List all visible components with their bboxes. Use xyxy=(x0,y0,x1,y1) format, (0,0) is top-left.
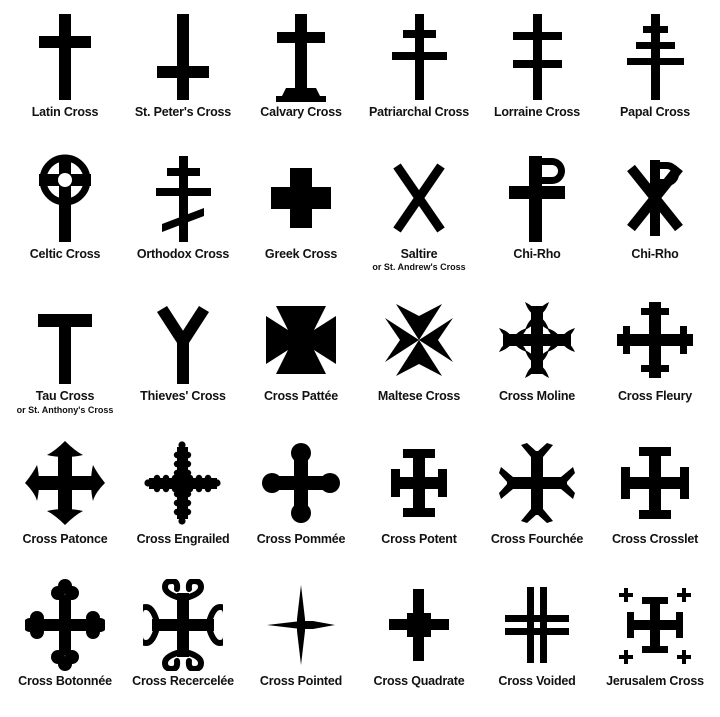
cross-cell xyxy=(6,4,124,146)
cross-label: Cross Voided xyxy=(498,673,576,688)
cross-cell xyxy=(6,573,124,715)
patriarchal-cross-icon xyxy=(364,10,474,102)
cross-label: Papal Cross xyxy=(619,105,691,119)
cross-label: Cross Potent xyxy=(381,531,457,546)
cross-pattee-icon xyxy=(246,294,356,386)
cross-cell xyxy=(360,573,478,715)
cross-cell xyxy=(242,4,360,146)
cross-label: Patriarchal Cross xyxy=(368,105,470,119)
cross-quadrate-icon xyxy=(364,579,474,671)
cross-cell xyxy=(478,573,596,715)
st-peters-cross-icon xyxy=(128,10,238,102)
cross-label: Orthodox Cross xyxy=(136,247,230,262)
cross-label: Calvary Cross xyxy=(260,105,342,119)
celtic-cross-icon xyxy=(10,152,120,244)
cross-cell xyxy=(6,431,124,573)
cross-sublabel: or St. Andrew's Cross xyxy=(372,262,466,273)
cross-cell xyxy=(478,431,596,573)
cross-label: Cross Moline xyxy=(498,389,576,404)
cross-recercelee-icon xyxy=(128,579,238,671)
cross-label: Cross Quadrate xyxy=(373,673,465,688)
cross-cell xyxy=(596,288,714,430)
cross-crosslet-icon xyxy=(600,437,710,529)
cross-cell xyxy=(596,146,714,288)
cross-engrailed-icon xyxy=(128,437,238,529)
cross-fourchee-icon xyxy=(482,437,592,529)
calvary-cross-icon xyxy=(246,10,356,102)
cross-label: Cross Pommée xyxy=(256,531,346,546)
tau-cross-icon xyxy=(10,294,120,386)
cross-label: Cross Crosslet xyxy=(611,531,699,546)
cross-label: Celtic Cross xyxy=(29,247,101,262)
cross-label: Cross Fourchée xyxy=(490,531,584,546)
cross-label: Cross Botonnée xyxy=(18,673,112,688)
cross-label: Greek Cross xyxy=(264,247,338,262)
cross-cell xyxy=(478,4,596,146)
papal-cross-icon xyxy=(600,10,710,102)
lorraine-cross-icon xyxy=(482,10,592,102)
cross-label: Saltire xyxy=(400,247,438,262)
cross-cell xyxy=(478,146,596,288)
cross-label: Jerusalem Cross xyxy=(606,673,704,688)
cross-label: Lorraine Cross xyxy=(493,105,581,119)
cross-label: Cross Recercelée xyxy=(132,673,234,688)
cross-label: Chi-Rho xyxy=(631,247,679,262)
cross-label: Cross Patonce xyxy=(22,531,108,546)
cross-label: Latin Cross xyxy=(31,105,99,119)
cross-label: Cross Pointed xyxy=(259,673,343,688)
cross-cell xyxy=(6,146,124,288)
cross-cell xyxy=(242,431,360,573)
cross-cell xyxy=(124,4,242,146)
latin-cross-icon xyxy=(10,10,120,102)
cross-patonce-icon xyxy=(10,437,120,529)
cross-sublabel: or St. Anthony's Cross xyxy=(16,404,114,415)
cross-cell xyxy=(124,288,242,430)
thieves-cross-icon xyxy=(128,294,238,386)
cross-cell xyxy=(124,573,242,715)
cross-pointed-icon xyxy=(246,579,356,671)
cross-label: Cross Pattée xyxy=(263,389,339,404)
cross-cell xyxy=(124,146,242,288)
cross-label: Thieves' Cross xyxy=(140,389,226,404)
chi-rho-monogram-icon xyxy=(600,152,710,244)
cross-cell xyxy=(242,146,360,288)
cross-cell xyxy=(596,4,714,146)
saltire-cross-icon xyxy=(364,152,474,244)
cross-label: Tau Cross xyxy=(35,389,95,404)
cross-pommee-icon xyxy=(246,437,356,529)
cross-fleury-icon xyxy=(600,294,710,386)
cross-potent-icon xyxy=(364,437,474,529)
cross-label: Cross Engrailed xyxy=(136,531,230,546)
cross-voided-icon xyxy=(482,579,592,671)
cross-moline-icon xyxy=(482,294,592,386)
cross-cell xyxy=(478,288,596,430)
chi-rho-cross-icon xyxy=(482,152,592,244)
cross-cell xyxy=(360,146,478,288)
cross-cell xyxy=(6,288,124,430)
cross-label: Cross Fleury xyxy=(617,389,693,404)
greek-cross-icon xyxy=(246,152,356,244)
cross-cell xyxy=(596,573,714,715)
cross-cell xyxy=(596,431,714,573)
cross-cell xyxy=(360,431,478,573)
cross-cell xyxy=(360,4,478,146)
jerusalem-cross-icon xyxy=(600,579,710,671)
cross-cell xyxy=(242,573,360,715)
maltese-cross-icon xyxy=(364,294,474,386)
cross-cell xyxy=(124,431,242,573)
cross-label: Maltese Cross xyxy=(377,389,461,404)
orthodox-cross-icon xyxy=(128,152,238,244)
cross-label: Chi-Rho xyxy=(513,247,561,262)
cross-cell xyxy=(242,288,360,430)
cross-botonnee-icon xyxy=(10,579,120,671)
cross-label: St. Peter's Cross xyxy=(134,105,232,119)
cross-cell xyxy=(360,288,478,430)
